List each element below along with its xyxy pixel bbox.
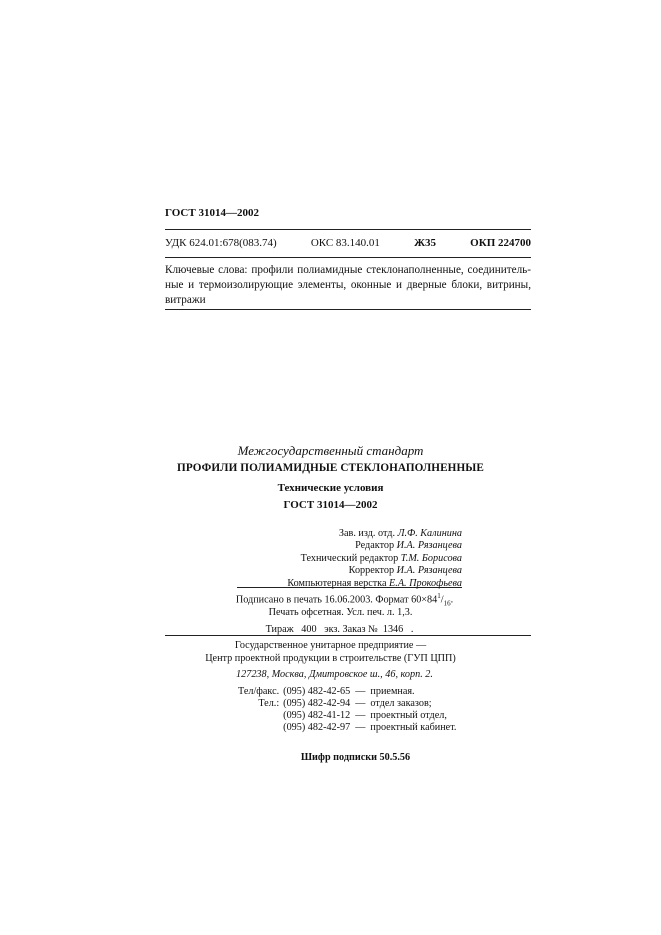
staff-line: Корректор И.А. Рязанцева [348,565,462,577]
phone-number: (095) 482-42-97 [283,722,351,733]
classification-row [165,237,531,249]
standard-code: ГОСТ 31014—2002 [283,499,378,511]
print-type: Печать офсетная. Усл. печ. л. 1,3. [268,607,413,618]
phone-table [238,686,456,734]
phone-list [238,686,456,734]
standard-title: ПРОФИЛИ ПОЛИАМИДНЫЕ СТЕКЛОНАПОЛНЕННЫЕ [177,462,484,474]
organization-line-2: Центр проектной продукции в строительстве (ГУП ЦПП) [205,653,456,664]
staff-line: Технический редактор Т.М. Борисова [300,552,462,564]
phone-number: (095) 482-41-12 [283,710,351,721]
keywords-paragraph: Ключевые слова: профили полиамидные стеклонаполненные, соединитель-ные и термоизолирующие элементы, оконные и дверные блоки, витрины, витражи [165,264,531,306]
signed-to-print: Подписано в печать 16.06.2003. Формат $60\times 84^1/_{16}$. [235,592,454,608]
phone-row: (095) 482-42-97 — проектный кабинет. [283,722,457,733]
staff-list [0,528,462,590]
okp-code: ОКП 224700 [470,237,531,249]
standard-type: Межгосударственный стандарт [237,443,424,458]
phone-row: (095) 482-41-12 — проектный отдел, [283,710,447,721]
staff-line: Редактор И.А. Рязанцева [355,540,462,552]
udk-code: УДК 624.01:678(083.74) [165,237,277,249]
print-run: Тираж 400 экз. Заказ № 1346 . [265,624,414,635]
group-code: Ж35 [414,237,436,249]
standard-subtitle: Технические условия [277,482,384,494]
subscription-code: Шифр подписки 50.5.56 [300,752,411,763]
divider [165,635,531,636]
divider [165,309,531,310]
divider [165,257,531,258]
divider [237,587,462,588]
phone-number: (095) 482-42-65 [283,686,351,697]
phone-row: Тел.: (095) 482-42-94 — отдел заказов; [258,698,432,709]
staff-line: Зав. изд. отд. Л.Ф. Калинина [338,528,462,539]
phone-number: (095) 482-42-94 [283,698,351,709]
organization-line-1: Государственное унитарное предприятие — [234,640,427,651]
phone-row: Тел/факс. (095) 482-42-65 — приемная. [238,686,415,697]
document-code: ГОСТ 31014—2002 [165,207,259,219]
oks-code: ОКС 83.140.01 [310,237,380,249]
organization-address: 127238, Москва, Дмитровское ш., 46, корп. 2. [236,669,433,680]
staff-line: Компьютерная верстка Е.А. Прокофьева [287,577,462,589]
divider [165,229,531,230]
